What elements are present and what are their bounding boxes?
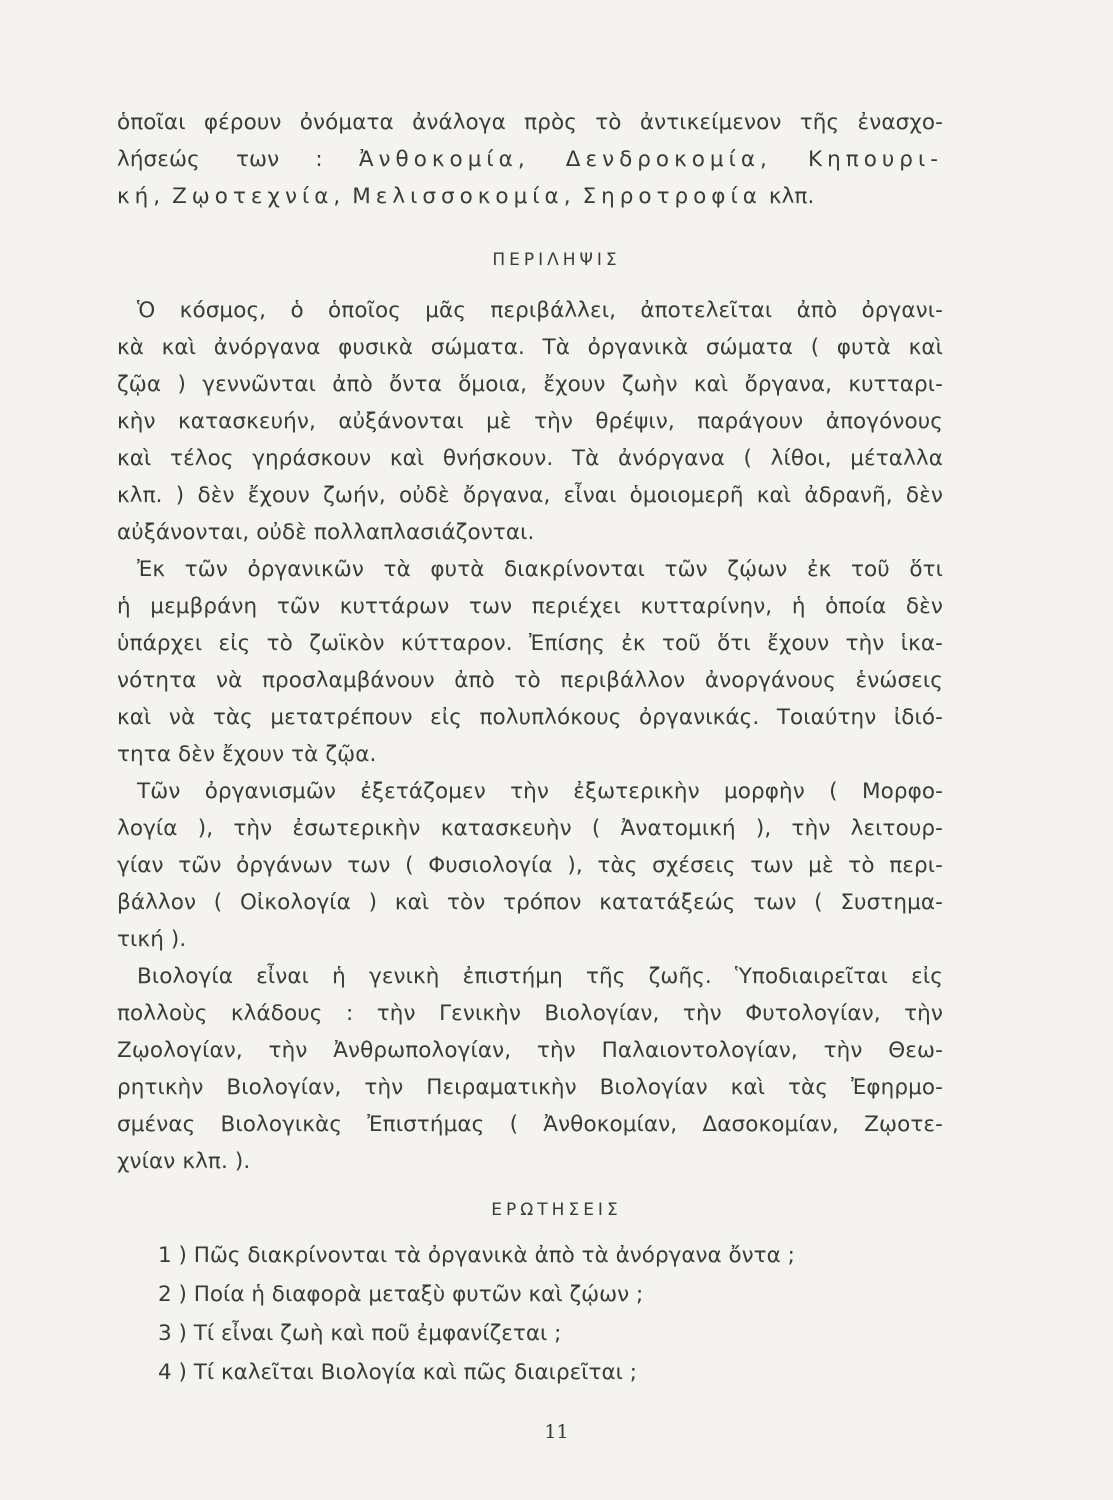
- para2-line-6: τητα δὲν ἔχουν τὰ ζῷα.: [117, 742, 377, 767]
- term-dendrokomia: Δενδροκομία,: [565, 147, 772, 172]
- para1-line-2: κὰ καὶ ἀνόργανα φυσικὰ σώματα. Τὰ ὀργανικὰ σώματα ( φυτὰ καὶ: [117, 335, 943, 360]
- para1-line-4: κὴν κατασκευήν, αὐξάνονται μὲ τὴν θρέψιν, παράγουν ἀπογόνους: [117, 409, 943, 434]
- term-serotrofia: Σηροτροφία: [582, 184, 762, 209]
- para1-line-7: αὐξάνονται, οὐδὲ πολλαπλασιάζονται.: [117, 520, 535, 545]
- para2-line-2: ἡ μεμβράνη τῶν κυττάρων των περιέχει κυτταρίνην, ἡ ὁποία δὲν: [117, 594, 943, 619]
- para1-line-3: ζῷα ) γεννῶνται ἀπὸ ὄντα ὅμοια, ἔχουν ζωὴν καὶ ὄργανα, κυτταρι-: [117, 372, 943, 397]
- para2-line-3: ὑπάρχει εἰς τὸ ζωϊκὸν κύτταρον. Ἐπίσης ἐκ τοῦ ὅτι ἔχουν τὴν ἱκα-: [117, 631, 943, 656]
- para4-line-5: σμένας Βιολογικὰς Ἐπιστήμας ( Ἀνθοκομίαν, Δασοκομίαν, Ζῳοτε-: [117, 1112, 943, 1137]
- question-3: 3 ) Τί εἶναι ζωὴ καὶ ποῦ ἐμφανίζεται ;: [158, 1321, 562, 1346]
- para1-line-5: καὶ τέλος γηράσκουν καὶ θνήσκουν. Τὰ ἀνόργανα ( λίθοι, μέταλλα: [117, 446, 943, 471]
- para3-line-2: λογία ), τὴν ἐσωτερικὴν κατασκευὴν ( Ἀνατομική ), τὴν λειτουρ-: [117, 816, 943, 841]
- term-kipouriki-start: Κηπουρι-: [808, 147, 943, 172]
- intro-line-3: [117, 182, 943, 212]
- questions-heading: ΕΡΩΤΗΣΕΙΣ: [491, 1200, 622, 1220]
- para4-line-1: Βιολογία εἶναι ἡ γενικὴ ἐπιστήμη τῆς ζωῆς. Ὑποδιαιρεῖται εἰς: [137, 964, 943, 989]
- summary-heading: ΠΕΡΙΛΗΨΙΣ: [492, 250, 621, 270]
- term-zootechnia: Ζῳοτεχνία,: [172, 184, 346, 209]
- para2-line-5: καὶ νὰ τὰς μετατρέπουν εἰς πολυπλόκους ὀργανικάς. Τοιαύτην ἰδιό-: [117, 705, 943, 730]
- page-number: 11: [544, 1421, 569, 1443]
- term-kipouriki-end: κή,: [117, 184, 166, 209]
- question-2: 2 ) Ποία ἡ διαφορὰ μεταξὺ φυτῶν καὶ ζῴων ;: [158, 1282, 644, 1307]
- para3-line-1: Τῶν ὀργανισμῶν ἐξετάζομεν τὴν ἐξωτερικὴν μορφὴν ( Μορφο-: [137, 779, 943, 804]
- para4-line-3: Ζῳολογίαν, τὴν Ἀνθρωπολογίαν, τὴν Παλαιοντολογίαν, τὴν Θεω-: [117, 1038, 943, 1063]
- para3-line-4: βάλλον ( Οἰκολογία ) καὶ τὸν τρόπον κατατάξεώς των ( Συστημα-: [117, 890, 943, 915]
- intro-line-3-suffix: κλπ.: [768, 184, 815, 209]
- para3-line-5: τική ).: [117, 927, 187, 952]
- intro-line-2: [117, 145, 943, 175]
- para1-line-1: Ὁ κόσμος, ὁ ὁποῖος μᾶς περιβάλλει, ἀποτελεῖται ἀπὸ ὀργανι-: [137, 298, 943, 323]
- para3-line-3: γίαν τῶν ὀργάνων των ( Φυσιολογία ), τὰς σχέσεις των μὲ τὸ περι-: [117, 853, 943, 878]
- para4-line-4: ρητικὴν Βιολογίαν, τὴν Πειραματικὴν Βιολογίαν καὶ τὰς Ἐφηρμο-: [117, 1075, 943, 1100]
- term-anthokomia: Ἀνθοκομία,: [358, 147, 530, 172]
- question-1: 1 ) Πῶς διακρίνονται τὰ ὀργανικὰ ἀπὸ τὰ ἀνόργανα ὄντα ;: [158, 1243, 795, 1268]
- para4-line-6: χνίαν κλπ. ).: [117, 1149, 251, 1174]
- para2-line-1: Ἐκ τῶν ὀργανικῶν τὰ φυτὰ διακρίνονται τῶν ζῴων ἐκ τοῦ ὅτι: [137, 557, 943, 582]
- question-4: 4 ) Τί καλεῖται Βιολογία καὶ πῶς διαιρεῖται ;: [158, 1360, 637, 1385]
- para1-line-6: κλπ. ) δὲν ἔχουν ζωήν, οὐδὲ ὄργανα, εἶναι ὁμοιομερῆ καὶ ἀδρανῆ, δὲν: [117, 483, 943, 508]
- para2-line-4: νότητα νὰ προσλαμβάνουν ἀπὸ τὸ περιβάλλον ἀνοργάνους ἑνώσεις: [117, 668, 943, 693]
- para4-line-2: πολλοὺς κλάδους : τὴν Γενικὴν Βιολογίαν, τὴν Φυτολογίαν, τὴν: [117, 1001, 943, 1026]
- intro-line-1: ὁποῖαι φέρουν ὀνόματα ἀνάλογα πρὸς τὸ ἀντικείμενον τῆς ἐνασχο-: [117, 110, 943, 135]
- term-melissokomia: Μελισσοκομία,: [352, 184, 576, 209]
- intro-line-2-prefix: λήσεώς των :: [117, 147, 359, 172]
